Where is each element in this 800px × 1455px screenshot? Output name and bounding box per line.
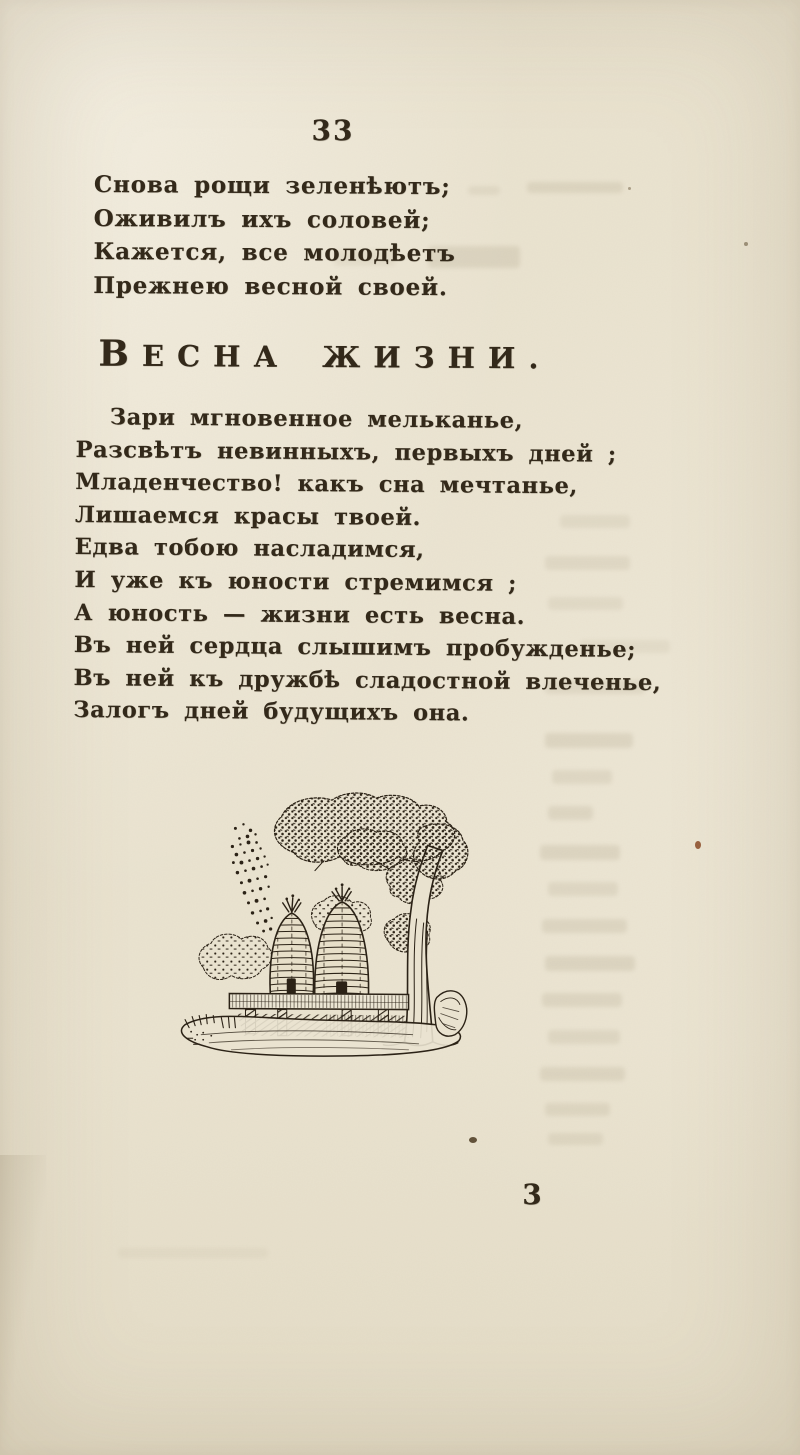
stanza-line: Кажется, все молодѣетъ: [93, 237, 456, 268]
show-through-ghost: [545, 1103, 610, 1116]
show-through-ghost: [552, 770, 612, 784]
beehive-woodcut-illustration: [173, 790, 475, 1062]
show-through-ghost: [545, 956, 635, 971]
page-crease-shadow: [0, 1155, 46, 1455]
foxing-speck: [695, 841, 701, 849]
show-through-ghost: [118, 1248, 268, 1258]
show-through-ghost: [468, 186, 500, 195]
show-through-ghost: [540, 845, 620, 860]
show-through-ghost: [548, 1133, 603, 1145]
show-through-ghost: [540, 1067, 625, 1081]
page-number: 33: [311, 114, 355, 147]
poem-line: Младенчество! какъ сна мечтанье,: [75, 469, 578, 500]
ink-speck: [469, 1137, 477, 1143]
opening-stanza: [93, 168, 456, 304]
show-through-ghost: [548, 1030, 620, 1044]
poem-line: Въ ней къ дружбѣ сладостной влеченье,: [73, 664, 662, 696]
show-through-ghost: [542, 993, 622, 1007]
gathering-signature: 3: [522, 1178, 542, 1211]
stanza-line: Оживилъ ихъ соловей;: [93, 204, 431, 234]
show-through-ghost: [527, 182, 623, 193]
beehive-woodcut: [173, 790, 475, 1062]
stanza-line: Прежнею весной своей.: [93, 271, 448, 301]
poem-line: Лишаемся красы твоей.: [74, 501, 422, 531]
poem-line: Едва тобою насладимся,: [74, 534, 425, 564]
stanza-line: Снова рощи зеленѣютъ;: [93, 170, 451, 201]
show-through-ghost: [542, 919, 627, 933]
poem-line: Въ ней сердца слышимъ пробужденье;: [73, 632, 637, 664]
paper-speck: [628, 187, 631, 190]
bee-swarm: [231, 823, 273, 932]
show-through-ghost: [548, 882, 618, 896]
poem-line: Зари мгновенное мельканье,: [109, 404, 524, 434]
poem-line: А юность — жизни есть весна.: [74, 599, 526, 630]
paper-speck: [744, 242, 748, 246]
poem-title: ВЕСНА ЖИЗНИ.: [98, 332, 552, 376]
poem-line: Разсвѣтъ невинныхъ, первыхъ дней ;: [75, 436, 617, 468]
show-through-ghost: [548, 806, 593, 820]
show-through-ghost: [545, 733, 633, 748]
poem-line: И уже къ юности стремимся ;: [74, 566, 518, 597]
poem-vesna-zhizni: [73, 401, 664, 732]
poem-line: Залогъ дней будущихъ она.: [73, 697, 470, 727]
